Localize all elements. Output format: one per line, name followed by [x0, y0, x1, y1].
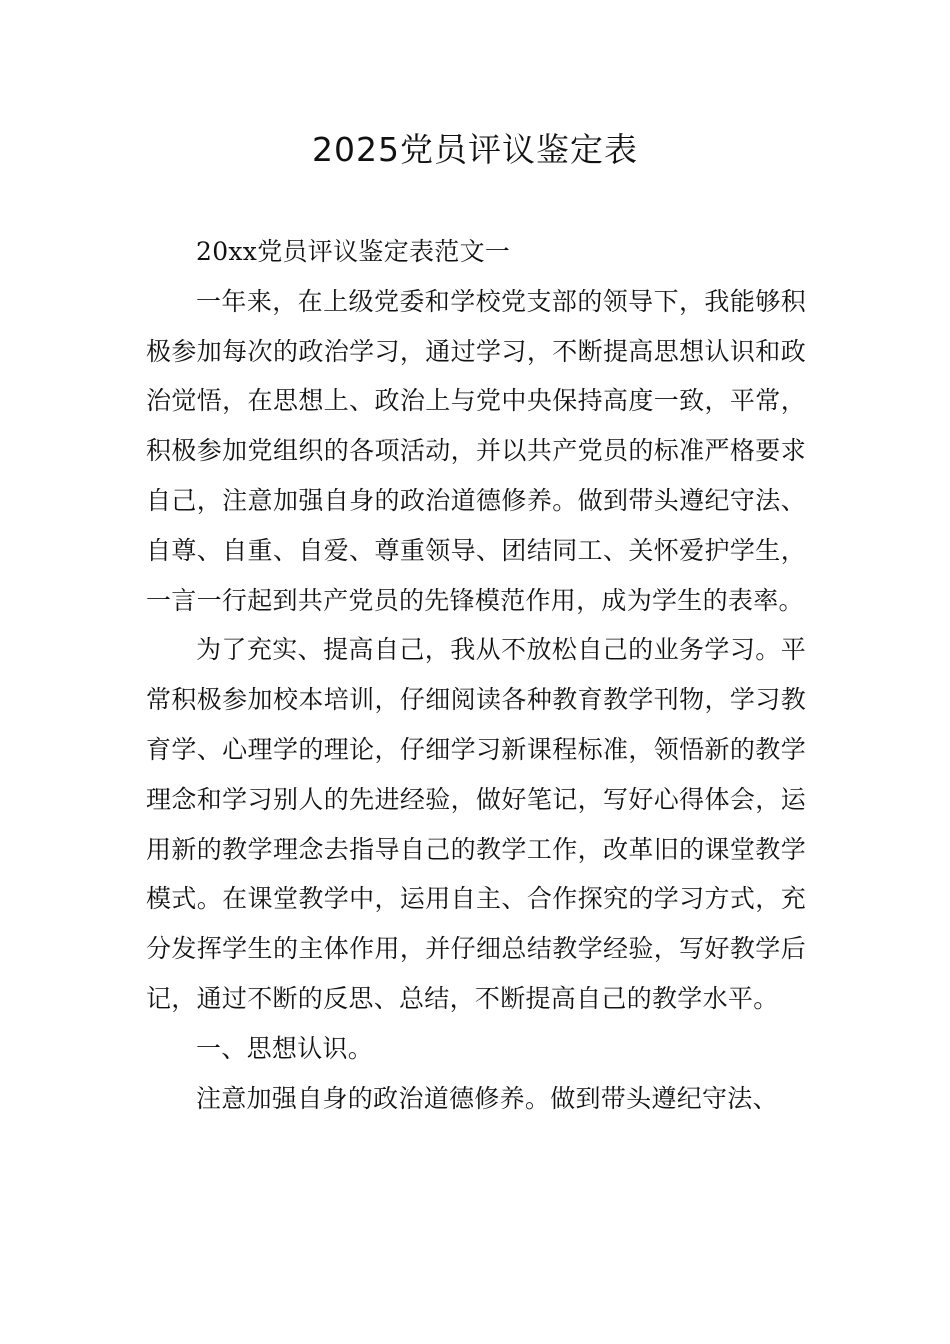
document-body: [146, 227, 806, 1123]
paragraph-moral-cultivation: 注意加强自身的政治道德修养。做到带头遵纪守法、: [196, 1083, 778, 1113]
paragraph-political-study: 一年来，在上级党委和学校党支部的领导下，我能够积极参加每次的政治学习，通过学习，不断提高思想认识和政治觉悟，在思想上、政治上与党中央保持高度一致，平常，积极参加党组织的各项活动，并以共产党员的标准严格要求自己，注意加强自身的政治道德修养。做到带头遵纪守法、自尊、自重、自爱、尊重领导、团结同工、关怀爱护学生，一言一行起到共产党员的先锋模范作用，成为学生的表率。: [146, 286, 806, 615]
paragraph-heading-sample: 20xx党员评议鉴定表范文一: [196, 237, 511, 266]
section-heading-ideology: 一、思想认识。: [196, 1033, 374, 1063]
paragraph-professional-study: 为了充实、提高自己，我从不放松自己的业务学习。平常积极参加校本培训，仔细阅读各种教育教学刊物，学习教育学、心理学的理论，仔细学习新课程标准，领悟新的教学理念和学习别人的先进经验，做好笔记，写好心得体会，运用新的教学理念去指导自己的教学工作，改革旧的课堂教学模式。在课堂教学中，运用自主、合作探究的学习方式，充分发挥学生的主体作用，并仔细总结教学经验，写好教学后记，通过不断的反思、总结，不断提高自己的教学水平。: [146, 635, 806, 1013]
document-title: 2025党员评议鉴定表: [312, 130, 638, 169]
